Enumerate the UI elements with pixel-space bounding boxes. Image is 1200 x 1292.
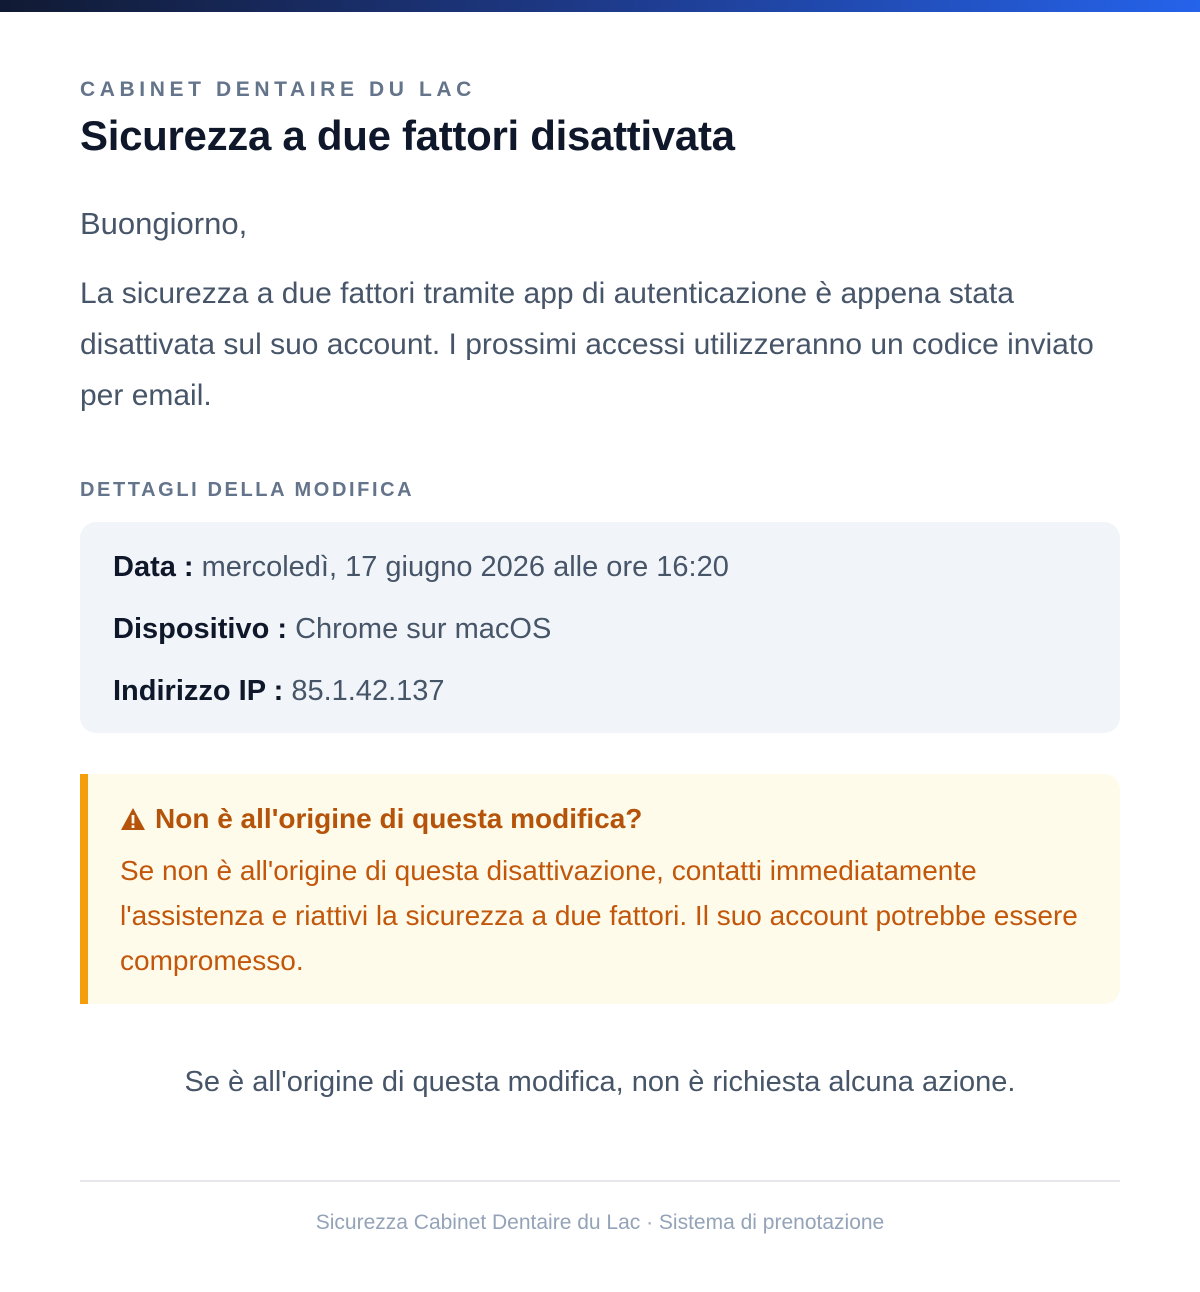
greeting: Buongiorno, xyxy=(80,206,248,241)
no-action-note: Se è all'origine di questa modifica, non è richiesta alcuna azione. xyxy=(184,1066,1016,1098)
footer-divider xyxy=(80,1180,1120,1182)
details-box xyxy=(80,522,1120,733)
page-title: Sicurezza a due fattori disattivata xyxy=(80,112,735,159)
footer-text: Sicurezza Cabinet Dentaire du Lac · Sistema di prenotazione xyxy=(315,1211,885,1234)
detail-label: Dispositivo : xyxy=(113,613,288,645)
warning-box xyxy=(80,774,1120,1004)
top-accent-bar xyxy=(0,0,1200,12)
detail-label: Data : xyxy=(113,551,194,583)
warning-title: Non è all'origine di questa modifica? xyxy=(155,803,643,834)
detail-row-ip xyxy=(113,660,1087,722)
details-heading: DETTAGLI DELLA MODIFICA xyxy=(80,479,415,501)
detail-value: mercoledì, 17 giugno 2026 alle ore 16:20 xyxy=(201,551,729,583)
warning-title-row xyxy=(120,802,1088,836)
intro-paragraph: La sicurezza a due fattori tramite app di autenticazione è appena stata disattivata sul suo account. I prossimi accessi utilizzeranno un codice inviato per email. xyxy=(80,277,1094,412)
detail-value: Chrome sur macOS xyxy=(295,613,552,645)
detail-row-device xyxy=(113,598,1087,660)
warning-text: Se non è all'origine di questa disattivazione, contatti immediatamente l'assistenza e riattivi la sicurezza a due fattori. Il suo account potrebbe essere compromesso. xyxy=(120,855,1078,976)
brand-name: CABINET DENTAIRE DU LAC xyxy=(80,78,476,101)
warning-triangle-icon xyxy=(120,807,146,831)
detail-label: Indirizzo IP : xyxy=(113,675,284,707)
detail-value: 85.1.42.137 xyxy=(291,675,445,707)
detail-row-date xyxy=(113,536,1087,598)
